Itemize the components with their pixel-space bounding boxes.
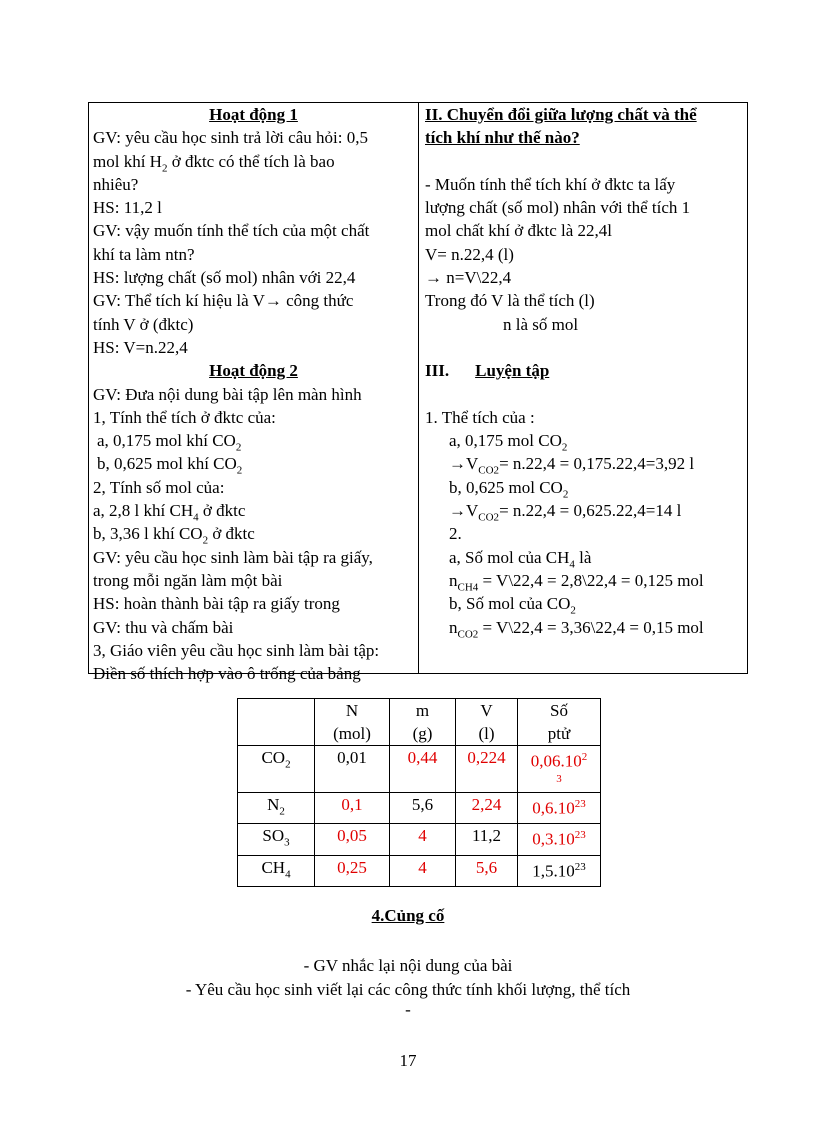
table-row [238,746,601,793]
blank-line [425,150,743,173]
bullet-item: - Yêu cầu học sinh viết lại các công thức tính khối lượng, thể tích [185,980,631,999]
bullet-item: - GV nhắc lại nội dung của bài [303,956,513,975]
text-line: GV: thu và chấm bài [93,617,234,637]
text-line: GV: yêu cầu học sinh làm bài tập ra giấy, [93,547,373,567]
cell-v: 11,2 [456,824,518,855]
blank-line [425,336,743,359]
text-line: b, Số mol của $CO_2$ [449,594,576,617]
text-line: 3, Giáo viên yêu cầu học sinh làm bài tập: [93,640,380,660]
text-line: mol chất khí ở đktc là 22,4l [425,221,612,241]
cell-ptu: 0,06.10$^2$ 3 [518,746,601,793]
text-line: 1, Tính thể tích ở đktc của: [93,407,276,427]
text-line: b, 0,625 mol $CO_2$ [449,477,569,501]
text-line: a, 2,8 l khí $CH_4$ ở đktc [93,501,246,524]
text-line: Điền số thích hợp vào ô trống của bảng [93,664,361,684]
header-cell-v: V (l) [456,699,518,746]
header-cell-ptu: Số ptử [518,699,601,746]
cell-substance: $SO_3$ [238,824,315,855]
text-line: HS: lượng chất (số mol) nhân với 22,4 [93,268,356,288]
text-line: b, 0,625 mol khí $CO_2$ [97,454,243,477]
text-line: 2. [449,524,462,544]
table-row [238,824,601,855]
header-cell-n: N (mol) [315,699,390,746]
content-column [419,103,747,673]
text-line: khí ta làm ntn? [93,244,195,264]
blank-line [425,383,743,406]
text-line: lượng chất (số mol) nhân với thể tích 1 [425,198,691,218]
cell-substance: $N_2$ [238,793,315,824]
cell-n: 0,05 [315,824,390,855]
activity-column [89,103,419,684]
cell-substance: $CO_2$ [238,746,315,793]
header-cell-m: m (g) [390,699,456,746]
text-line: Trong đó V là thể tích (l) [425,291,595,311]
cell-ptu: 1,5.10$^{23}$ [518,855,601,886]
text-line: - Muốn tính thể tích khí ở đktc ta lấy [425,174,676,194]
cell-substance: $CH_4$ [238,855,315,886]
cell-n: 0,1 [315,793,390,824]
cell-n: 0,01 [315,746,390,793]
cell-m: 4 [390,855,456,886]
text-line: nhiêu? [93,174,139,194]
text-line: HS: hoàn thành bài tập ra giấy trong [93,594,340,614]
cell-m: 5,6 [390,793,456,824]
bullet-item: - [405,1000,411,1019]
formula-line: V= n.22,4 (l) [425,244,514,264]
formula-line: $\to V_{CO2}= n.22,4 = 0,175.22,4=3,92$ l [449,454,695,477]
section2-title-cont: tích khí như thế nào? [425,128,580,148]
text-line: HS: 11,2 l [93,198,162,218]
activity2-heading: Hoạt động 2 [209,361,298,381]
text-line: GV: yêu cầu học sinh trả lời câu hỏi: 0,5 [93,128,368,148]
cell-m: 4 [390,824,456,855]
conversion-table [237,698,601,887]
text-line: 1. Thể tích của : [425,407,535,427]
table-header-row [238,699,601,746]
formula-line: $n_{CO2}$ = V\22,4 = 3,36\22,4 = 0,15 mol [449,617,704,640]
cell-m: 0,44 [390,746,456,793]
table-row [238,855,601,886]
text-line: trong mỗi ngăn làm một bài [93,570,283,590]
cell-v: 5,6 [456,855,518,886]
text-line: a, 0,175 mol khí $CO_2$ [97,431,242,454]
formula-line: → n=V\22,4 [425,268,512,288]
header-cell-empty [238,699,315,746]
text-line: HS: V=n.22,4 [93,337,188,357]
text-line: n là số mol [503,314,579,334]
formula-line: $\to V_{CO2}= n.22,4 = 0,625.22,4=14$ l [449,501,682,524]
lesson-table [88,102,748,684]
text-line: a, Số mol của $CH_4$ là [449,547,592,571]
text-line: GV: Thể tích kí hiệu là V→ công thức [93,291,354,311]
text-line: 2, Tính số mol của: [93,477,225,497]
section2-title: II. Chuyển đổi giữa lượng chất và thể [425,105,697,124]
page-number: 17 [399,1051,417,1070]
activity1-heading: Hoạt động 1 [209,105,298,124]
text-line: a, 0,175 mol $CO_2$ [449,431,568,454]
cell-v: 2,24 [456,793,518,824]
cell-n: 0,25 [315,855,390,886]
cell-v: 0,224 [456,746,518,793]
cell-ptu: 0,6.10$^{23}$ [518,793,601,824]
text-line: mol khí $H_2$ ở đktc có thể tích là bao [93,151,335,174]
section3-title: III. Luyện tập [425,361,550,381]
text-line: tính V ở (đktc) [93,314,194,334]
text-line: GV: vậy muốn tính thể tích của một chất [93,221,370,241]
text-line: GV: Đưa nội dung bài tập lên màn hình [93,384,362,404]
cell-ptu: 0,3.10$^{23}$ [518,824,601,855]
table-row [238,793,601,824]
text-line: b, 3,36 l khí $CO_2$ ở đktc [93,524,255,547]
formula-line: $n_{CH4}$ = V\22,4 = 2,8\22,4 = 0,125 mol [449,570,704,594]
section4-title: 4.Củng cố [371,906,445,925]
